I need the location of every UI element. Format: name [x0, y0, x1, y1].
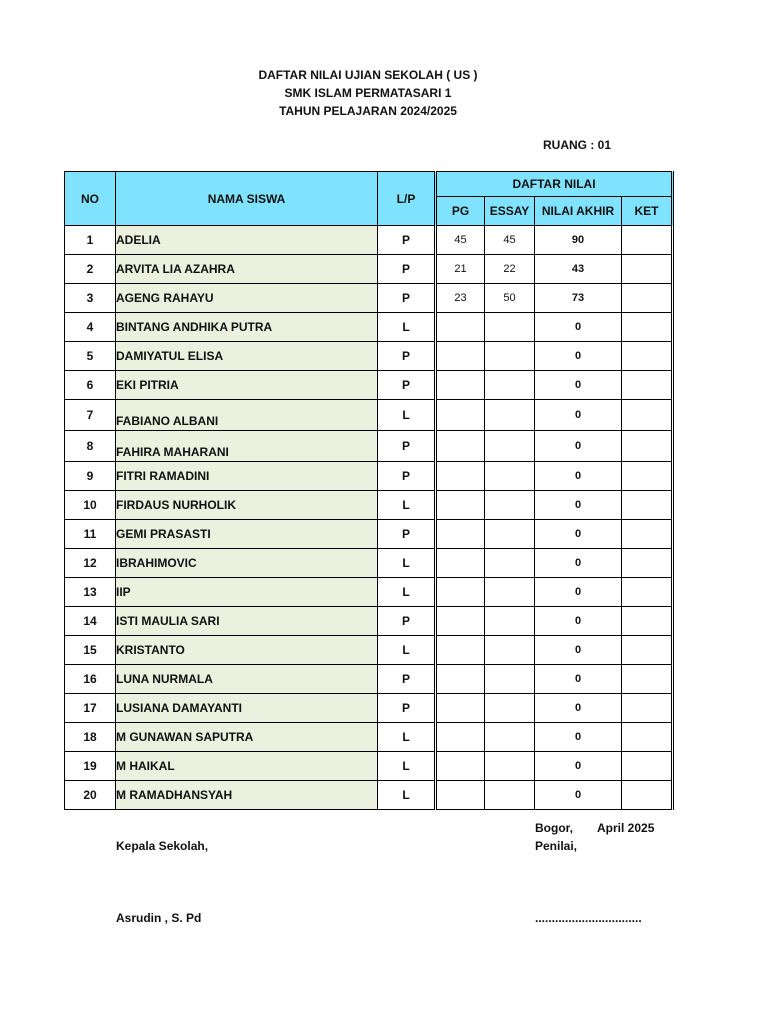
row-number: 9 [65, 462, 116, 491]
score-final: 43 [535, 255, 622, 284]
gender-code: L [378, 752, 436, 781]
score-essay [485, 313, 535, 342]
score-final: 0 [535, 781, 622, 810]
score-final: 0 [535, 371, 622, 400]
student-name: DAMIYATUL ELISA [116, 342, 378, 371]
gender-code: P [378, 371, 436, 400]
remarks [622, 752, 673, 781]
gender-code: P [378, 520, 436, 549]
score-pg: 23 [436, 284, 485, 313]
student-name: FABIANO ALBANI [116, 400, 378, 431]
remarks [622, 371, 673, 400]
score-pg [436, 607, 485, 636]
score-final: 0 [535, 520, 622, 549]
score-pg: 21 [436, 255, 485, 284]
row-number: 1 [65, 226, 116, 255]
score-final: 0 [535, 431, 622, 462]
row-number: 19 [65, 752, 116, 781]
score-pg [436, 694, 485, 723]
student-name: KRISTANTO [116, 636, 378, 665]
row-number: 16 [65, 665, 116, 694]
table-row [65, 723, 673, 752]
score-essay [485, 431, 535, 462]
student-name: FITRI RAMADINI [116, 462, 378, 491]
gender-code: P [378, 431, 436, 462]
score-final: 0 [535, 491, 622, 520]
remarks [622, 636, 673, 665]
room-label: RUANG : 01 [543, 138, 612, 152]
header-no: NO [65, 172, 116, 226]
score-essay [485, 549, 535, 578]
student-name: GEMI PRASASTI [116, 520, 378, 549]
score-final: 0 [535, 462, 622, 491]
score-essay [485, 520, 535, 549]
score-essay [485, 342, 535, 371]
row-number: 15 [65, 636, 116, 665]
score-pg [436, 665, 485, 694]
gender-code: L [378, 636, 436, 665]
row-number: 13 [65, 578, 116, 607]
gender-code: P [378, 284, 436, 313]
row-number: 12 [65, 549, 116, 578]
student-name: FIRDAUS NURHOLIK [116, 491, 378, 520]
score-pg [436, 342, 485, 371]
score-pg [436, 313, 485, 342]
row-number: 4 [65, 313, 116, 342]
table-row [65, 400, 673, 431]
score-essay [485, 694, 535, 723]
gender-code: L [378, 549, 436, 578]
score-pg: 45 [436, 226, 485, 255]
remarks [622, 313, 673, 342]
table-row [65, 431, 673, 462]
student-name: IBRAHIMOVIC [116, 549, 378, 578]
score-essay [485, 665, 535, 694]
score-pg [436, 723, 485, 752]
gender-code: L [378, 491, 436, 520]
student-name: ADELIA [116, 226, 378, 255]
score-pg [436, 520, 485, 549]
score-essay: 45 [485, 226, 535, 255]
gender-code: P [378, 694, 436, 723]
table-row [65, 752, 673, 781]
score-final: 0 [535, 607, 622, 636]
table-row [65, 607, 673, 636]
remarks [622, 400, 673, 431]
remarks [622, 255, 673, 284]
header-pg: PG [436, 197, 485, 226]
score-final: 0 [535, 694, 622, 723]
gender-code: L [378, 578, 436, 607]
score-essay [485, 636, 535, 665]
row-number: 10 [65, 491, 116, 520]
remarks [622, 491, 673, 520]
row-number: 7 [65, 400, 116, 431]
row-number: 20 [65, 781, 116, 810]
score-essay [485, 607, 535, 636]
row-number: 8 [65, 431, 116, 462]
score-final: 0 [535, 400, 622, 431]
remarks [622, 226, 673, 255]
score-essay: 22 [485, 255, 535, 284]
score-pg [436, 431, 485, 462]
remarks [622, 549, 673, 578]
score-final: 0 [535, 549, 622, 578]
score-pg [436, 578, 485, 607]
score-essay [485, 491, 535, 520]
score-essay [485, 752, 535, 781]
gender-code: P [378, 255, 436, 284]
table-row [65, 491, 673, 520]
score-essay [485, 781, 535, 810]
table-row [65, 462, 673, 491]
score-final: 0 [535, 313, 622, 342]
student-name: LUNA NURMALA [116, 665, 378, 694]
signature-place: Bogor, [535, 821, 573, 835]
table-row [65, 549, 673, 578]
student-name: M HAIKAL [116, 752, 378, 781]
score-pg [436, 549, 485, 578]
score-pg [436, 400, 485, 431]
row-number: 17 [65, 694, 116, 723]
score-final: 0 [535, 578, 622, 607]
score-essay: 50 [485, 284, 535, 313]
table-row [65, 371, 673, 400]
score-pg [436, 752, 485, 781]
score-final: 73 [535, 284, 622, 313]
table-row [65, 636, 673, 665]
table-row [65, 578, 673, 607]
score-essay [485, 400, 535, 431]
remarks [622, 520, 673, 549]
signature-date: April 2025 [597, 821, 655, 835]
gender-code: P [378, 226, 436, 255]
row-number: 3 [65, 284, 116, 313]
score-essay [485, 578, 535, 607]
gender-code: L [378, 400, 436, 431]
student-name: M RAMADHANSYAH [116, 781, 378, 810]
assessor-label: Penilai, [535, 839, 578, 853]
remarks [622, 284, 673, 313]
title-line-3: TAHUN PELAJARAN 2024/2025 [279, 104, 457, 118]
student-name: FAHIRA MAHARANI [116, 431, 378, 462]
score-pg [436, 491, 485, 520]
table-row [65, 313, 673, 342]
remarks [622, 462, 673, 491]
student-name: BINTANG ANDHIKA PUTRA [116, 313, 378, 342]
remarks [622, 342, 673, 371]
student-name: M GUNAWAN SAPUTRA [116, 723, 378, 752]
gender-code: P [378, 462, 436, 491]
table-row [65, 520, 673, 549]
gender-code: P [378, 665, 436, 694]
header-nilai-akhir: NILAI AKHIR [535, 197, 622, 226]
header-daftar-nilai: DAFTAR NILAI [436, 172, 673, 197]
remarks [622, 431, 673, 462]
remarks [622, 694, 673, 723]
remarks [622, 607, 673, 636]
score-final: 90 [535, 226, 622, 255]
table-row [65, 665, 673, 694]
score-pg [436, 371, 485, 400]
assessor-name-placeholder: ................................ [535, 911, 642, 925]
student-name: LUSIANA DAMAYANTI [116, 694, 378, 723]
row-number: 11 [65, 520, 116, 549]
principal-name: Asrudin , S. Pd [116, 911, 202, 925]
gender-code: P [378, 607, 436, 636]
score-final: 0 [535, 723, 622, 752]
title-line-1: DAFTAR NILAI UJIAN SEKOLAH ( US ) [258, 68, 478, 82]
grades-table-body [65, 226, 673, 810]
student-name: ISTI MAULIA SARI [116, 607, 378, 636]
score-essay [485, 371, 535, 400]
header-nama-siswa: NAMA SISWA [116, 172, 378, 226]
score-essay [485, 462, 535, 491]
row-number: 18 [65, 723, 116, 752]
score-final: 0 [535, 636, 622, 665]
remarks [622, 781, 673, 810]
student-name: IIP [116, 578, 378, 607]
score-pg [436, 781, 485, 810]
principal-label: Kepala Sekolah, [116, 839, 209, 853]
score-final: 0 [535, 342, 622, 371]
table-row [65, 694, 673, 723]
row-number: 2 [65, 255, 116, 284]
student-name: ARVITA LIA AZAHRA [116, 255, 378, 284]
table-row [65, 284, 673, 313]
remarks [622, 665, 673, 694]
gender-code: L [378, 313, 436, 342]
table-row [65, 781, 673, 810]
student-name: EKI PITRIA [116, 371, 378, 400]
remarks [622, 723, 673, 752]
score-final: 0 [535, 665, 622, 694]
table-row [65, 342, 673, 371]
grades-table [64, 171, 674, 810]
gender-code: L [378, 723, 436, 752]
student-name: AGENG RAHAYU [116, 284, 378, 313]
remarks [622, 578, 673, 607]
title-line-2: SMK ISLAM PERMATASARI 1 [284, 86, 452, 100]
document-title-block [0, 66, 736, 120]
row-number: 6 [65, 371, 116, 400]
row-number: 5 [65, 342, 116, 371]
score-pg [436, 636, 485, 665]
table-row [65, 255, 673, 284]
row-number: 14 [65, 607, 116, 636]
score-final: 0 [535, 752, 622, 781]
score-pg [436, 462, 485, 491]
table-row [65, 226, 673, 255]
gender-code: P [378, 342, 436, 371]
header-essay: ESSAY [485, 197, 535, 226]
gender-code: L [378, 781, 436, 810]
header-ket: KET [622, 197, 673, 226]
header-lp: L/P [378, 172, 436, 226]
score-essay [485, 723, 535, 752]
